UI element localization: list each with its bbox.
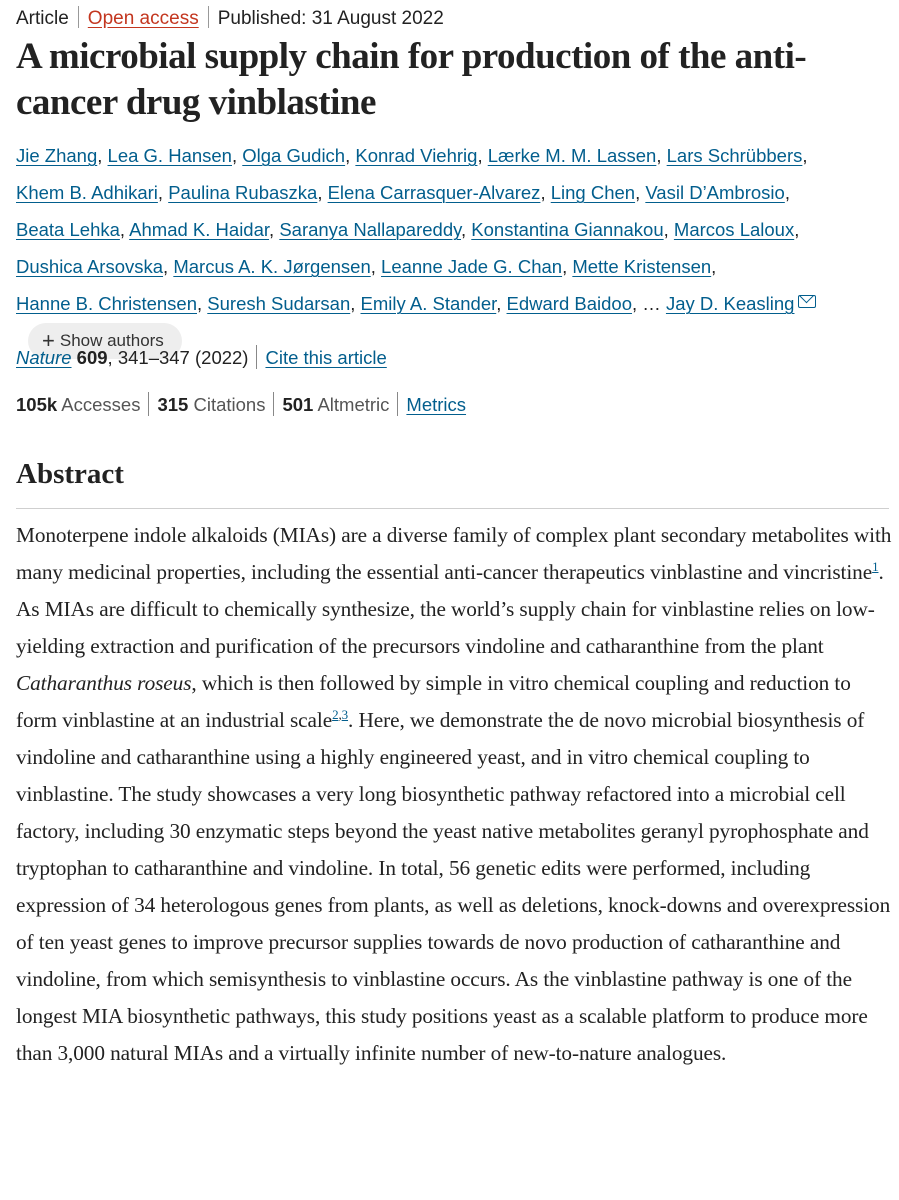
meta-divider [78,6,79,28]
author-link[interactable]: Lærke M. M. Lassen [487,145,657,166]
author-link[interactable]: Elena Carrasquer-Alvarez [327,182,541,203]
abstract-heading: Abstract [16,458,124,490]
abstract-text-2: . As MIAs are difficult to chemically synthesize, the world’s supply chain for vinblastine relies on low-yielding extraction and purification of the precursors vindoline and catharanthine from the plant [16,560,884,658]
accesses-label: Accesses [61,394,141,415]
author-link[interactable]: Beata Lehka [16,219,120,240]
show-authors-label: Show authors [59,331,164,350]
author-link[interactable]: Konstantina Giannakou [471,219,664,240]
reference-link-1[interactable]: 1 [872,559,879,574]
plus-icon: + [42,328,55,353]
author-list: Jie Zhang, Lea G. Hansen, Olga Gudich, Konrad Viehrig, Lærke M. M. Lassen, Lars Schrübbers, Khem B. Adhikari, Paulina Rubaszka, Elena Carrasquer-Alvarez, Ling Chen, Vasil D’Ambrosio, Beata Lehka, Ahmad K. Haidar, Saranya Nallapareddy, Konstantina Giannakou, Marcos Laloux, Dushica Arsovska, Marcus A. K. Jørgensen, Leanne Jade G. Chan, Mette Kristensen, Hanne B. Christensen, Suresh Sudarsan, Emily A. Stander, Edward Baidoo, … Jay D. Keasling+ Show authors [16,137,891,359]
author-link[interactable]: Edward Baidoo [506,293,633,314]
section-divider [16,508,889,509]
author-link[interactable]: Khem B. Adhikari [16,182,158,203]
open-access-link[interactable]: Open access [87,8,199,29]
author-link[interactable]: Suresh Sudarsan [207,293,351,314]
author-link[interactable]: Lea G. Hansen [107,145,232,166]
volume: 609 [76,347,108,368]
author-link[interactable]: Saranya Nallapareddy [279,219,461,240]
author-ellipsis: … [642,293,666,314]
author-link[interactable]: Ling Chen [550,182,636,203]
reference-separator: , [338,707,342,722]
reference-link-3[interactable]: 3 [341,707,349,722]
article-meta [16,6,444,30]
author-link[interactable]: Jay D. Keasling [665,293,795,314]
author-link[interactable]: Konrad Viehrig [355,145,478,166]
metrics-divider [148,392,149,416]
altmetric-score: 501 [282,394,314,415]
author-link[interactable]: Lars Schrübbers [666,145,803,166]
citations-count: 315 [157,394,189,415]
journal-link[interactable]: Nature [16,347,72,368]
citations-label: Citations [193,394,266,415]
citation-line [16,345,387,369]
metrics-divider [273,392,274,416]
pages-year: , 341–347 (2022) [107,347,249,368]
accesses-count: 105k [16,394,58,415]
abstract-text-3: , which is then followed by simple in vitro chemical coupling and reduction to form vinblastine at an industrial scale [16,671,851,732]
abstract-text-4: . Here, we demonstrate the de novo microbial biosynthesis of vindoline and catharanthine using a highly engineered yeast, and in vitro chemical coupling to vinblastine. The study showcases a very long biosynthetic pathway refactored into a microbial cell factory, including 30 enzymatic steps beyond the yeast native metabolites geranyl pyrophosphate and tryptophan to catharanthine and vindoline. In total, 56 genetic edits were performed, including expression of 34 heterologous genes from plants, as well as deletions, knock-downs and overexpression of ten yeast genes to improve precursor supplies towards de novo production of catharanthine and vindoline, from which semisynthesis to vinblastine occurs. As the vinblastine pathway is one of the longest MIA biosynthetic pathways, this study positions yeast as a scalable platform to produce more than 3,000 natural MIAs and a virtually infinite number of new-to-nature analogues. [16,708,891,1065]
abstract-body [16,517,896,1072]
metrics-link[interactable]: Metrics [406,394,467,415]
altmetric-label: Altmetric [317,394,390,415]
author-link[interactable]: Olga Gudich [242,145,346,166]
author-link[interactable]: Vasil D’Ambrosio [645,182,785,203]
metrics-bar [16,392,466,416]
metrics-divider [397,392,398,416]
reference-link-2[interactable]: 2 [332,707,339,722]
article-type: Article [16,8,69,29]
author-link[interactable]: Emily A. Stander [360,293,497,314]
author-link[interactable]: Marcos Laloux [673,219,795,240]
author-link[interactable]: Dushica Arsovska [16,256,164,277]
reference-2-3 [332,707,348,722]
published-date: Published: 31 August 2022 [217,8,444,29]
author-link[interactable]: Leanne Jade G. Chan [381,256,563,277]
author-link[interactable]: Marcus A. K. Jørgensen [173,256,371,277]
author-link[interactable]: Ahmad K. Haidar [129,219,270,240]
author-link[interactable]: Jie Zhang [16,145,98,166]
abstract-text-1: Monoterpene indole alkaloids (MIAs) are a diverse family of complex plant secondary metabolites with many medicinal properties, including the essential anti-cancer therapeutics vinblastine and vincristine [16,523,892,584]
email-icon[interactable] [798,295,816,308]
species-name: Catharanthus roseus [16,671,192,695]
citation-divider [256,345,257,369]
author-link[interactable]: Mette Kristensen [572,256,712,277]
author-link[interactable]: Paulina Rubaszka [168,182,318,203]
meta-divider [208,6,209,28]
page-title: A microbial supply chain for production of the anti-cancer drug vinblastine [16,36,807,123]
author-link[interactable]: Hanne B. Christensen [16,293,197,314]
cite-article-link[interactable]: Cite this article [265,347,387,368]
